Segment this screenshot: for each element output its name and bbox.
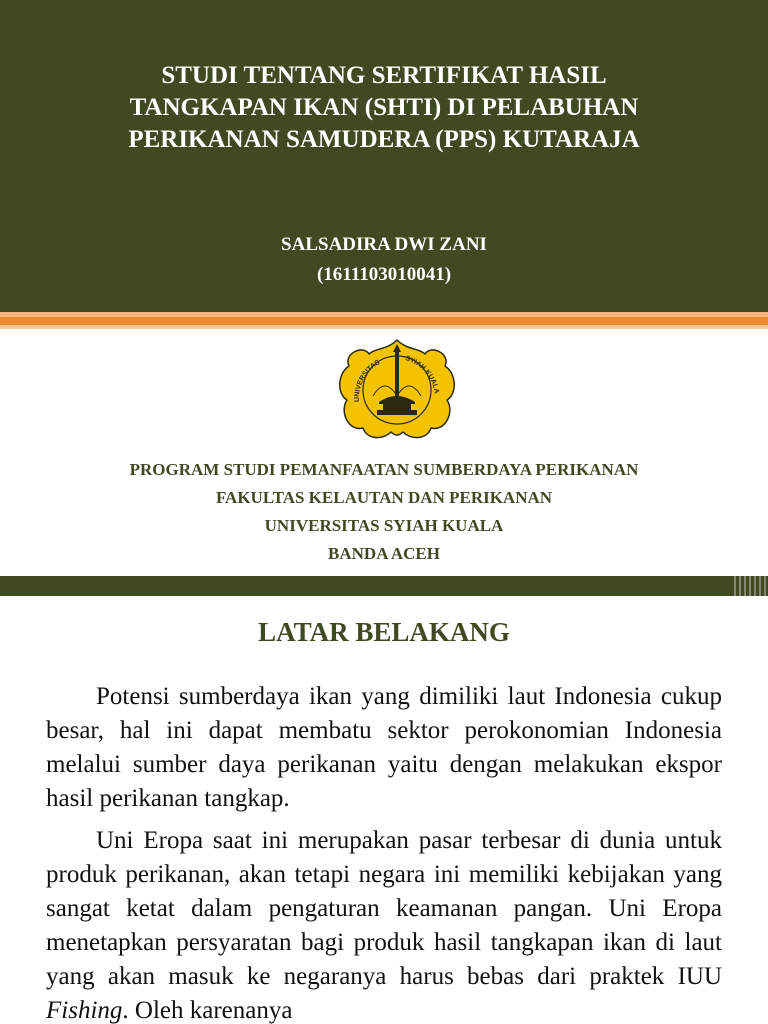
university-emblem-icon (333, 336, 461, 444)
divider-stripe (0, 317, 768, 325)
emblem-text-left: UNIVERSITAS (353, 359, 382, 403)
affiliation-city: BANDA ACEH (328, 544, 440, 563)
emblem-text-right: SYIAH KUALA (404, 355, 440, 395)
author-block (40, 230, 728, 290)
main-title (40, 60, 728, 156)
affiliation-block (20, 456, 748, 568)
content-slide (0, 610, 768, 1024)
affiliation-faculty: FAKULTAS KELAUTAN DAN PERIKANAN (215, 488, 553, 507)
author-id: (1611103010041) (316, 264, 452, 285)
paragraph-text: Uni Eropa saat ini merupakan pasar terbesar di dunia untuk produk perikanan, akan tetapi negara ini memiliki kebijakan yang sangat ketat dalam pengaturan keamanan pangan. Uni Eropa menetapkan persyaratan bagi produk hasil tangkapan ikan di laut yang akan masuk ke negaranya harus bebas dari praktek IUU (46, 827, 722, 990)
paragraph-text: . Oleh karenanya (122, 997, 293, 1024)
paragraph: Potensi sumberdaya ikan yang dimiliki laut Indonesia cukup besar, hal ini dapat membatu sektor perokonomian Indonesia melalui sumber daya perikanan yaitu dengan melakukan ekspor hasil perikanan tangkap. (46, 683, 722, 812)
author-name: SALSADIRA DWI ZANI (281, 234, 487, 255)
footer-vertical-stripes (734, 576, 768, 596)
footer-band (0, 576, 768, 596)
section-title: LATAR BELAKANG (258, 617, 510, 647)
header-band (0, 0, 768, 312)
title-line-3: PERIKANAN SAMUDERA (PPS) KUTARAJA (128, 126, 640, 153)
divider-stripe (0, 325, 768, 329)
title-line-1: STUDI TENTANG SERTIFIKAT HASIL (161, 62, 607, 89)
title-line-2: TANGKAPAN IKAN (SHTI) DI PELABUHAN (129, 94, 639, 121)
body-text (46, 680, 722, 1024)
italic-term: Fishing (46, 997, 123, 1024)
affiliation-university: UNIVERSITAS SYIAH KUALA (264, 516, 504, 535)
paragraph (46, 824, 722, 1024)
affiliation-program: PROGRAM STUDI PEMANFAATAN SUMBERDAYA PERIKANAN (129, 460, 639, 479)
